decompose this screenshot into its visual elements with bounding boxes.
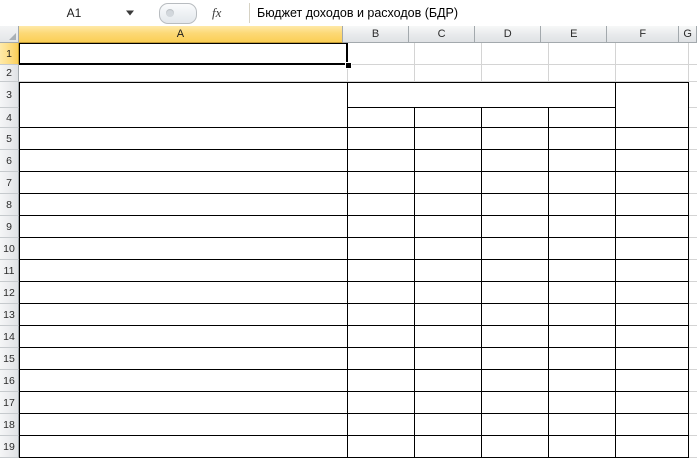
cell-value[interactable] bbox=[482, 370, 549, 392]
row-header-16[interactable]: 16 bbox=[0, 370, 19, 392]
cell-total[interactable] bbox=[616, 282, 689, 304]
row-header-5[interactable]: 5 bbox=[0, 128, 19, 150]
row-label[interactable] bbox=[19, 414, 348, 436]
cell-value[interactable] bbox=[549, 172, 616, 194]
row-label[interactable] bbox=[19, 128, 348, 150]
cell-value[interactable] bbox=[549, 260, 616, 282]
row-header-2[interactable]: 2 bbox=[0, 65, 19, 82]
cell-value[interactable] bbox=[549, 282, 616, 304]
cell-total[interactable] bbox=[616, 238, 689, 260]
formula-bar bbox=[0, 0, 697, 27]
column-header-e[interactable]: E bbox=[541, 26, 607, 43]
cell-total[interactable] bbox=[616, 348, 689, 370]
cell-total[interactable] bbox=[616, 194, 689, 216]
cell-value[interactable] bbox=[549, 436, 616, 458]
chevron-down-icon[interactable] bbox=[126, 11, 134, 16]
name-box[interactable] bbox=[0, 0, 149, 26]
row-label[interactable] bbox=[19, 216, 348, 238]
collapse-formula-bar-button[interactable] bbox=[159, 3, 197, 24]
header-period-group[interactable] bbox=[348, 82, 616, 108]
report-title[interactable] bbox=[19, 43, 348, 65]
cell-total[interactable] bbox=[616, 414, 689, 436]
cell-total[interactable] bbox=[616, 370, 689, 392]
cell-value[interactable] bbox=[549, 392, 616, 414]
cell-value[interactable] bbox=[348, 392, 415, 414]
cell-value[interactable] bbox=[482, 128, 549, 150]
column-header-a[interactable]: A bbox=[19, 26, 343, 43]
row-header-1[interactable]: 1 bbox=[0, 43, 19, 65]
column-header-f[interactable]: F bbox=[607, 26, 679, 43]
cell-value[interactable] bbox=[549, 194, 616, 216]
cell-total[interactable] bbox=[616, 304, 689, 326]
cell-value[interactable] bbox=[415, 238, 482, 260]
row-header-10[interactable]: 10 bbox=[0, 238, 19, 260]
row-header-9[interactable]: 9 bbox=[0, 216, 19, 238]
row-label[interactable] bbox=[19, 172, 348, 194]
cell-value[interactable] bbox=[482, 436, 549, 458]
cell-value[interactable] bbox=[415, 348, 482, 370]
cell-value[interactable] bbox=[348, 414, 415, 436]
cell-value[interactable] bbox=[482, 194, 549, 216]
row-header-7[interactable]: 7 bbox=[0, 172, 19, 194]
cell-value[interactable] bbox=[549, 370, 616, 392]
cell-value[interactable] bbox=[549, 128, 616, 150]
cell-value[interactable] bbox=[482, 260, 549, 282]
cell-total[interactable] bbox=[616, 128, 689, 150]
formula-bar-controls bbox=[149, 0, 249, 26]
insert-function-icon[interactable]: fx bbox=[212, 5, 222, 20]
cell-value[interactable] bbox=[482, 238, 549, 260]
row-header-11[interactable]: 11 bbox=[0, 260, 19, 282]
fill-handle[interactable] bbox=[345, 62, 352, 69]
cell-total[interactable] bbox=[616, 326, 689, 348]
cell-value[interactable] bbox=[549, 238, 616, 260]
cell-value[interactable] bbox=[415, 128, 482, 150]
row-label[interactable] bbox=[19, 150, 348, 172]
row-label[interactable] bbox=[19, 326, 348, 348]
cell-value[interactable] bbox=[482, 392, 549, 414]
cell-value[interactable] bbox=[482, 150, 549, 172]
row-label[interactable] bbox=[19, 194, 348, 216]
cell-value[interactable] bbox=[482, 414, 549, 436]
cell-value[interactable] bbox=[415, 216, 482, 238]
row-header-12[interactable]: 12 bbox=[0, 282, 19, 304]
cell-value[interactable] bbox=[549, 304, 616, 326]
row-header-19[interactable]: 19 bbox=[0, 436, 19, 458]
cell-value[interactable] bbox=[415, 194, 482, 216]
row-label[interactable] bbox=[19, 238, 348, 260]
cell-value[interactable] bbox=[348, 370, 415, 392]
header-period-2[interactable] bbox=[415, 108, 482, 128]
spreadsheet-grid bbox=[0, 26, 697, 462]
column-header-d[interactable]: D bbox=[475, 26, 541, 43]
cell-total[interactable] bbox=[616, 260, 689, 282]
row-header-6[interactable]: 6 bbox=[0, 150, 19, 172]
cell-value[interactable] bbox=[348, 194, 415, 216]
row-label[interactable] bbox=[19, 260, 348, 282]
column-header-b[interactable]: B bbox=[343, 26, 409, 43]
row-header-15[interactable]: 15 bbox=[0, 348, 19, 370]
cell-value[interactable] bbox=[415, 304, 482, 326]
row-label[interactable] bbox=[19, 436, 348, 458]
cell-value[interactable] bbox=[348, 150, 415, 172]
cell-value[interactable] bbox=[348, 216, 415, 238]
cell-value[interactable] bbox=[482, 348, 549, 370]
column-header-g[interactable]: G bbox=[679, 26, 697, 43]
row-header-3[interactable]: 3 bbox=[0, 82, 19, 108]
row-label[interactable] bbox=[19, 348, 348, 370]
row-label[interactable] bbox=[19, 392, 348, 414]
header-indicators[interactable] bbox=[19, 82, 348, 128]
cell-value[interactable] bbox=[549, 216, 616, 238]
cell-total[interactable] bbox=[616, 392, 689, 414]
cell-value[interactable] bbox=[415, 172, 482, 194]
row-header-13[interactable]: 13 bbox=[0, 304, 19, 326]
cell-value[interactable] bbox=[482, 326, 549, 348]
row-header-column bbox=[0, 43, 19, 458]
cell-value[interactable] bbox=[415, 414, 482, 436]
cell-value[interactable] bbox=[549, 348, 616, 370]
cell-value[interactable] bbox=[348, 260, 415, 282]
cell-value[interactable] bbox=[348, 238, 415, 260]
cell-value[interactable] bbox=[415, 370, 482, 392]
cell-value[interactable] bbox=[415, 150, 482, 172]
select-all-icon[interactable] bbox=[0, 26, 19, 43]
row-label[interactable] bbox=[19, 370, 348, 392]
row-header-14[interactable]: 14 bbox=[0, 326, 19, 348]
cell-value[interactable] bbox=[415, 392, 482, 414]
cell-value[interactable] bbox=[415, 260, 482, 282]
row-header-17[interactable]: 17 bbox=[0, 392, 19, 414]
cell-value[interactable] bbox=[348, 282, 415, 304]
cell-total[interactable] bbox=[616, 436, 689, 458]
header-total[interactable] bbox=[616, 82, 689, 128]
cell-value[interactable] bbox=[482, 304, 549, 326]
cell-value[interactable] bbox=[482, 282, 549, 304]
cell-value[interactable] bbox=[549, 150, 616, 172]
cell-value[interactable] bbox=[482, 216, 549, 238]
cell-value[interactable] bbox=[348, 304, 415, 326]
cell-value[interactable] bbox=[415, 436, 482, 458]
row-header-18[interactable]: 18 bbox=[0, 414, 19, 436]
cell-value[interactable] bbox=[415, 326, 482, 348]
header-period-3[interactable] bbox=[482, 108, 549, 128]
row-label[interactable] bbox=[19, 304, 348, 326]
cell-value[interactable] bbox=[348, 348, 415, 370]
cell-total[interactable] bbox=[616, 150, 689, 172]
cell-value[interactable] bbox=[348, 128, 415, 150]
header-period-1[interactable] bbox=[348, 108, 415, 128]
row-header-4[interactable]: 4 bbox=[0, 108, 19, 128]
cell-total[interactable] bbox=[616, 172, 689, 194]
cells-area bbox=[19, 43, 697, 462]
header-period-4[interactable] bbox=[549, 108, 616, 128]
cell-total[interactable] bbox=[616, 216, 689, 238]
name-box-value: A1 bbox=[66, 6, 82, 20]
cell-value[interactable] bbox=[348, 326, 415, 348]
row-header-8[interactable]: 8 bbox=[0, 194, 19, 216]
row-label[interactable] bbox=[19, 282, 348, 304]
cell-value[interactable] bbox=[415, 282, 482, 304]
column-header-c[interactable]: C bbox=[409, 26, 475, 43]
cell-value[interactable] bbox=[549, 326, 616, 348]
column-header-row bbox=[0, 26, 697, 43]
formula-input[interactable]: Бюджет доходов и расходов (БДР) bbox=[250, 0, 697, 26]
cell-value[interactable] bbox=[549, 414, 616, 436]
cell-value[interactable] bbox=[348, 436, 415, 458]
cell-value[interactable] bbox=[348, 172, 415, 194]
cell-value[interactable] bbox=[482, 172, 549, 194]
